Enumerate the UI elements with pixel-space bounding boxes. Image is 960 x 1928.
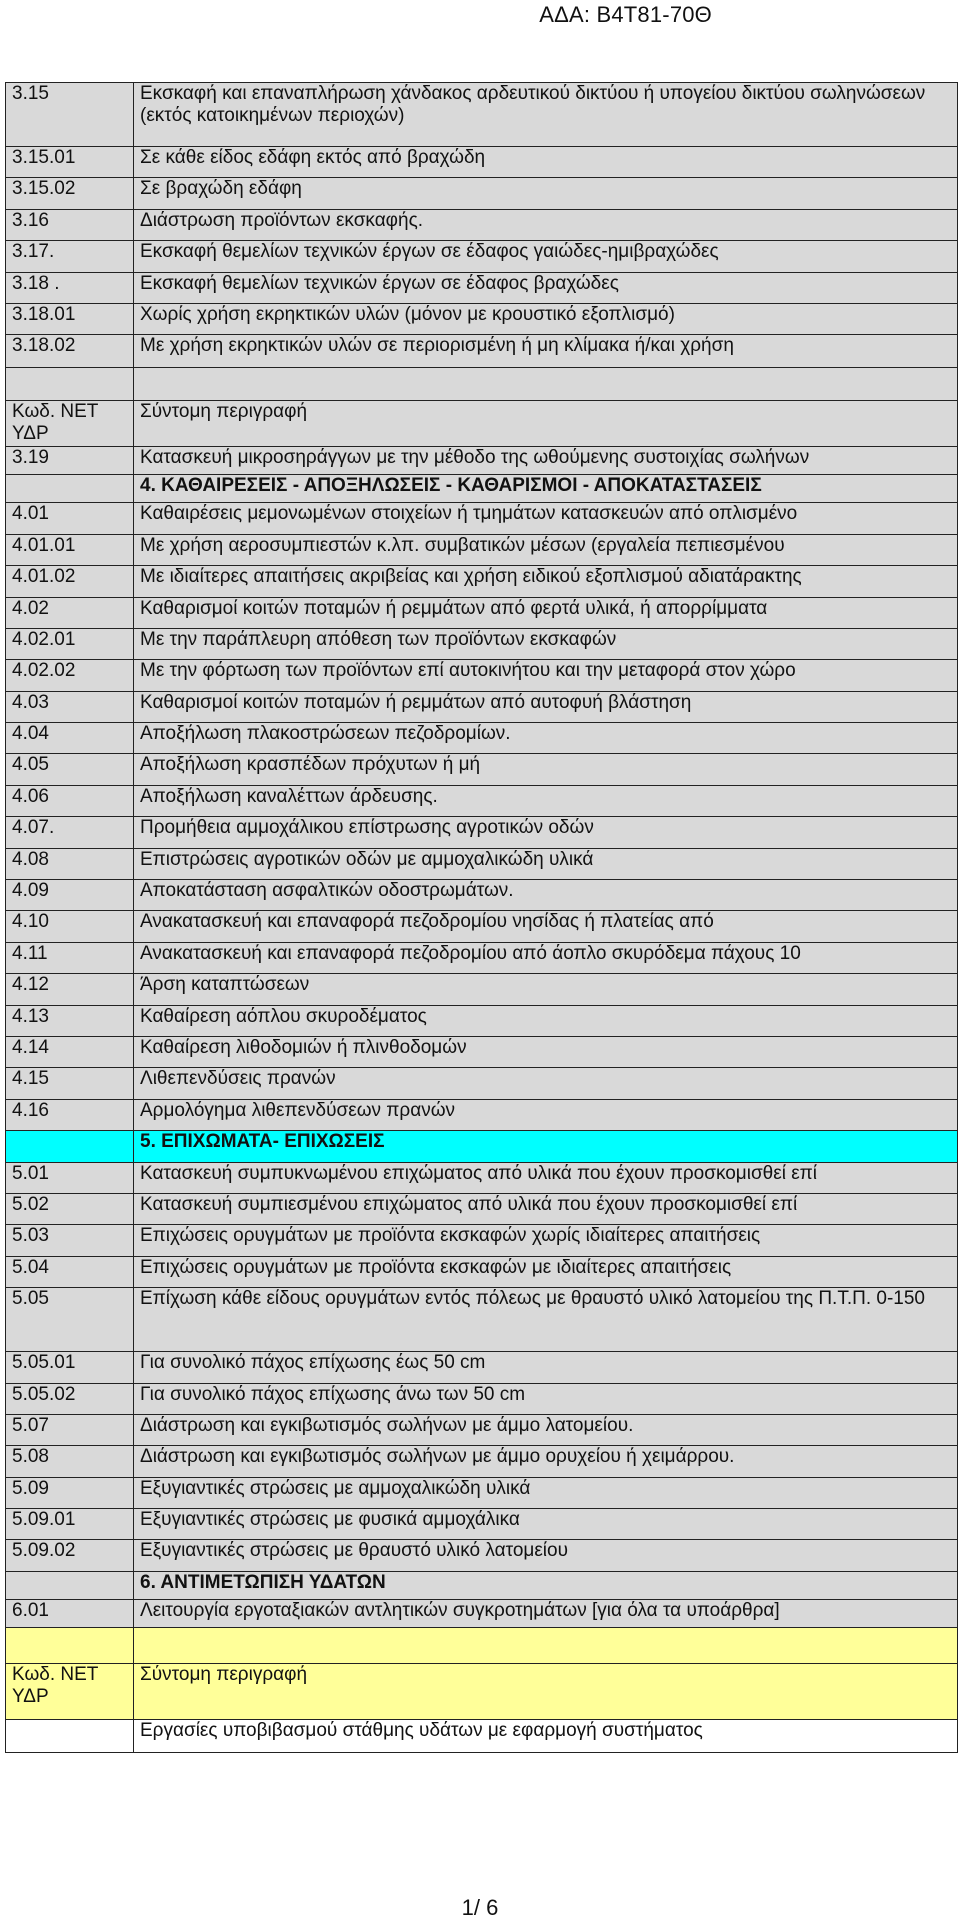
section-header-row	[6, 1571, 958, 1599]
items-table-body	[6, 83, 958, 1753]
item-description-cell: Καθαρισμοί κοιτών ποταμών ή ρεμμάτων από φερτά υλικά, ή απορρίμματα	[134, 597, 958, 628]
table-row	[6, 1036, 958, 1067]
item-code-cell: 6.01	[6, 1599, 134, 1627]
table-row	[6, 942, 958, 973]
item-code-cell: Κωδ. ΝΕΤ ΥΔΡ	[6, 401, 134, 447]
table-row	[6, 83, 958, 147]
item-code-cell: 4.01.01	[6, 534, 134, 565]
item-code-cell: 5.04	[6, 1256, 134, 1287]
item-code-cell: 4.10	[6, 911, 134, 942]
table-row	[6, 880, 958, 911]
table-row	[6, 597, 958, 628]
item-description-cell: Καθαιρέσεις μεμονωμένων στοιχείων ή τμημάτων κατασκευών από οπλισμένο	[134, 503, 958, 534]
item-code-cell	[6, 1719, 134, 1752]
item-code-cell: 5.09.02	[6, 1540, 134, 1571]
item-code-cell: 5.03	[6, 1225, 134, 1256]
item-code-cell	[6, 1131, 134, 1162]
item-description-cell: Με χρήση αεροσυμπιεστών κ.λπ. συμβατικών μέσων (εργαλεία πεπιεσμένου	[134, 534, 958, 565]
table-row	[6, 1383, 958, 1414]
item-description-cell: Επιστρώσεις αγροτικών οδών με αμμοχαλικώδη υλικά	[134, 848, 958, 879]
section-header-row	[6, 475, 958, 503]
item-description-cell: Σύντομη περιγραφή	[134, 1663, 958, 1719]
table-row	[6, 209, 958, 240]
item-description-cell: Εξυγιαντικές στρώσεις με φυσικά αμμοχάλικα	[134, 1509, 958, 1540]
item-code-cell: 3.15	[6, 83, 134, 147]
item-description-cell: Λειτουργία εργοταξιακών αντλητικών συγκροτημάτων [για όλα τα υποάρθρα]	[134, 1599, 958, 1627]
item-code-cell: 4.02.02	[6, 660, 134, 691]
item-description-cell: Επιχώσεις ορυγμάτων με προϊόντα εκσκαφών με ιδιαίτερες απαιτήσεις	[134, 1256, 958, 1287]
table-row	[6, 368, 958, 401]
table-row	[6, 1193, 958, 1224]
item-description-cell: Σύντομη περιγραφή	[134, 401, 958, 447]
item-code-cell: 5.05	[6, 1288, 134, 1352]
item-code-cell: 3.16	[6, 209, 134, 240]
item-description-cell: Σε κάθε είδος εδάφη εκτός από βραχώδη	[134, 147, 958, 178]
item-description-cell: Ανακατασκευή και επαναφορά πεζοδρομίου νησίδας ή πλατείας από	[134, 911, 958, 942]
item-code-cell: 4.16	[6, 1099, 134, 1130]
item-code-cell	[6, 475, 134, 503]
item-code-cell: 4.04	[6, 723, 134, 754]
table-row	[6, 1599, 958, 1627]
item-description-cell: Αποξήλωση πλακοστρώσεων πεζοδρομίων.	[134, 723, 958, 754]
table-row	[6, 817, 958, 848]
item-code-cell: 3.18.01	[6, 303, 134, 334]
item-description-cell: Με την φόρτωση των προϊόντων επί αυτοκινήτου και την μεταφορά στον χώρο	[134, 660, 958, 691]
item-code-cell: 5.09	[6, 1477, 134, 1508]
table-row	[6, 447, 958, 475]
item-code-cell: 4.01.02	[6, 566, 134, 597]
item-description-cell: Χωρίς χρήση εκρηκτικών υλών (μόνον με κρουστικό εξοπλισμό)	[134, 303, 958, 334]
item-description-cell: Για συνολικό πάχος επίχωσης έως 50 cm	[134, 1352, 958, 1383]
item-code-cell: 4.13	[6, 1005, 134, 1036]
item-code-cell: 5.02	[6, 1193, 134, 1224]
item-code-cell: 4.12	[6, 974, 134, 1005]
table-row	[6, 401, 958, 447]
item-code-cell: 4.09	[6, 880, 134, 911]
item-code-cell: Κωδ. ΝΕΤ ΥΔΡ	[6, 1663, 134, 1719]
table-row	[6, 1099, 958, 1130]
section-header-row	[6, 1131, 958, 1162]
item-code-cell: 4.07.	[6, 817, 134, 848]
table-row	[6, 1162, 958, 1193]
table-row	[6, 1256, 958, 1287]
item-code-cell: 4.14	[6, 1036, 134, 1067]
item-description-cell: Κατασκευή συμπυκνωμένου επιχώματος από υλικά που έχουν προσκομισθεί επί	[134, 1162, 958, 1193]
table-row	[6, 241, 958, 272]
table-row	[6, 272, 958, 303]
item-description-cell	[134, 1627, 958, 1663]
item-code-cell: 3.18 .	[6, 272, 134, 303]
item-description-cell: Εκσκαφή και επαναπλήρωση χάνδακος αρδευτικού δικτύου ή υπογείου δικτύου σωληνώσεων (εκτός κατοικημένων περιοχών)	[134, 83, 958, 147]
table-row	[6, 848, 958, 879]
item-description-cell: Διάστρωση και εγκιβωτισμός σωλήνων με άμμο λατομείου.	[134, 1414, 958, 1445]
item-code-cell: 4.05	[6, 754, 134, 785]
table-row	[6, 1352, 958, 1383]
item-description-cell: Επιχώσεις ορυγμάτων με προϊόντα εκσκαφών χωρίς ιδιαίτερες απαιτήσεις	[134, 1225, 958, 1256]
item-code-cell: 3.18.02	[6, 335, 134, 368]
item-code-cell: 4.02	[6, 597, 134, 628]
table-row	[6, 911, 958, 942]
table-row	[6, 754, 958, 785]
table-row	[6, 1540, 958, 1571]
table-row	[6, 534, 958, 565]
item-code-cell: 4.02.01	[6, 628, 134, 659]
table-row	[6, 1225, 958, 1256]
table-row	[6, 178, 958, 209]
item-code-cell: 4.15	[6, 1068, 134, 1099]
item-description-cell: Για συνολικό πάχος επίχωσης άνω των 50 cm	[134, 1383, 958, 1414]
table-row	[6, 660, 958, 691]
item-description-cell: Εξυγιαντικές στρώσεις με θραυστό υλικό λατομείου	[134, 1540, 958, 1571]
table-row	[6, 566, 958, 597]
item-description-cell: Αποξήλωση καναλέττων άρδευσης.	[134, 785, 958, 816]
table-row	[6, 335, 958, 368]
item-description-cell: Με χρήση εκρηκτικών υλών σε περιορισμένη ή μη κλίμακα ή/και χρήση	[134, 335, 958, 368]
item-code-cell: 4.06	[6, 785, 134, 816]
table-row	[6, 1509, 958, 1540]
item-description-cell: Άρση καταπτώσεων	[134, 974, 958, 1005]
item-description-cell: Εκσκαφή θεμελίων τεχνικών έργων σε έδαφος γαιώδες-ημιβραχώδες	[134, 241, 958, 272]
table-row	[6, 1627, 958, 1663]
table-row	[6, 303, 958, 334]
item-description-cell: Εκσκαφή θεμελίων τεχνικών έργων σε έδαφος βραχώδες	[134, 272, 958, 303]
table-row	[6, 1719, 958, 1752]
table-row	[6, 785, 958, 816]
table-row	[6, 147, 958, 178]
table-row	[6, 974, 958, 1005]
item-code-cell: 5.05.02	[6, 1383, 134, 1414]
item-description-cell: Επίχωση κάθε είδους ορυγμάτων εντός πόλεως με θραυστό υλικό λατομείου της Π.Τ.Π. 0-150	[134, 1288, 958, 1352]
item-code-cell: 5.07	[6, 1414, 134, 1445]
item-description-cell: Κατασκευή μικροσηράγγων με την μέθοδο της ωθούμενης συστοιχίας σωλήνων	[134, 447, 958, 475]
item-code-cell: 5.05.01	[6, 1352, 134, 1383]
item-description-cell: Λιθεπενδύσεις πρανών	[134, 1068, 958, 1099]
item-description-cell	[134, 368, 958, 401]
item-description-cell: 6. ΑΝΤΙΜΕΤΩΠΙΣΗ ΥΔΑΤΩΝ	[134, 1571, 958, 1599]
item-description-cell: Αποκατάσταση ασφαλτικών οδοστρωμάτων.	[134, 880, 958, 911]
spreadsheet-page	[5, 82, 958, 1753]
item-code-cell: 3.17.	[6, 241, 134, 272]
table-row	[6, 1663, 958, 1719]
table-row	[6, 1414, 958, 1445]
table-row	[6, 1068, 958, 1099]
item-description-cell: Αρμολόγημα λιθεπενδύσεων πρανών	[134, 1099, 958, 1130]
item-code-cell	[6, 368, 134, 401]
item-code-cell: 5.09.01	[6, 1509, 134, 1540]
item-description-cell: Με την παράπλευρη απόθεση των προϊόντων εκσκαφών	[134, 628, 958, 659]
item-description-cell: Σε βραχώδη εδάφη	[134, 178, 958, 209]
item-code-cell	[6, 1627, 134, 1663]
items-table	[5, 82, 958, 1753]
item-description-cell: Καθαίρεση αόπλου σκυροδέματος	[134, 1005, 958, 1036]
item-description-cell: Προμήθεια αμμοχάλικου επίστρωσης αγροτικών οδών	[134, 817, 958, 848]
item-code-cell: 5.08	[6, 1446, 134, 1477]
item-description-cell: Με ιδιαίτερες απαιτήσεις ακριβείας και χρήση ειδικού εξοπλισμού αδιατάρακτης	[134, 566, 958, 597]
item-code-cell: 4.08	[6, 848, 134, 879]
table-row	[6, 1005, 958, 1036]
table-row	[6, 1477, 958, 1508]
page-number: 1/ 6	[461, 1895, 499, 1920]
table-row	[6, 691, 958, 722]
item-description-cell: Καθαρισμοί κοιτών ποταμών ή ρεμμάτων από αυτοφυή βλάστηση	[134, 691, 958, 722]
table-row	[6, 628, 958, 659]
item-description-cell: Διάστρωση και εγκιβωτισμός σωλήνων με άμμο ορυχείου ή χειμάρρου.	[134, 1446, 958, 1477]
item-code-cell: 4.03	[6, 691, 134, 722]
table-row	[6, 723, 958, 754]
table-row	[6, 1446, 958, 1477]
table-row	[6, 1288, 958, 1352]
ada-header: ΑΔΑ: Β4Τ81-70Θ	[539, 2, 712, 27]
item-description-cell: Εργασίες υποβιβασμού στάθμης υδάτων με εφαρμογή συστήματος	[134, 1719, 958, 1752]
table-row	[6, 503, 958, 534]
item-description-cell: 5. ΕΠΙΧΩΜΑΤΑ- ΕΠΙΧΩΣΕΙΣ	[134, 1131, 958, 1162]
item-code-cell: 5.01	[6, 1162, 134, 1193]
item-code-cell: 3.15.02	[6, 178, 134, 209]
item-description-cell: Ανακατασκευή και επαναφορά πεζοδρομίου από άοπλο σκυρόδεμα πάχους 10	[134, 942, 958, 973]
item-code-cell: 4.01	[6, 503, 134, 534]
item-description-cell: Κατασκευή συμπιεσμένου επιχώματος από υλικά που έχουν προσκομισθεί επί	[134, 1193, 958, 1224]
item-description-cell: Διάστρωση προϊόντων εκσκαφής.	[134, 209, 958, 240]
item-description-cell: Εξυγιαντικές στρώσεις με αμμοχαλικώδη υλικά	[134, 1477, 958, 1508]
item-code-cell: 4.11	[6, 942, 134, 973]
item-description-cell: Αποξήλωση κρασπέδων πρόχυτων ή μή	[134, 754, 958, 785]
item-code-cell: 3.15.01	[6, 147, 134, 178]
item-code-cell: 3.19	[6, 447, 134, 475]
item-description-cell: Καθαίρεση λιθοδομιών ή πλινθοδομών	[134, 1036, 958, 1067]
item-description-cell: 4. ΚΑΘΑΙΡΕΣΕΙΣ - ΑΠΟΞΗΛΩΣΕΙΣ - ΚΑΘΑΡΙΣΜΟΙ - ΑΠΟΚΑΤΑΣΤΑΣΕΙΣ	[134, 475, 958, 503]
item-code-cell	[6, 1571, 134, 1599]
